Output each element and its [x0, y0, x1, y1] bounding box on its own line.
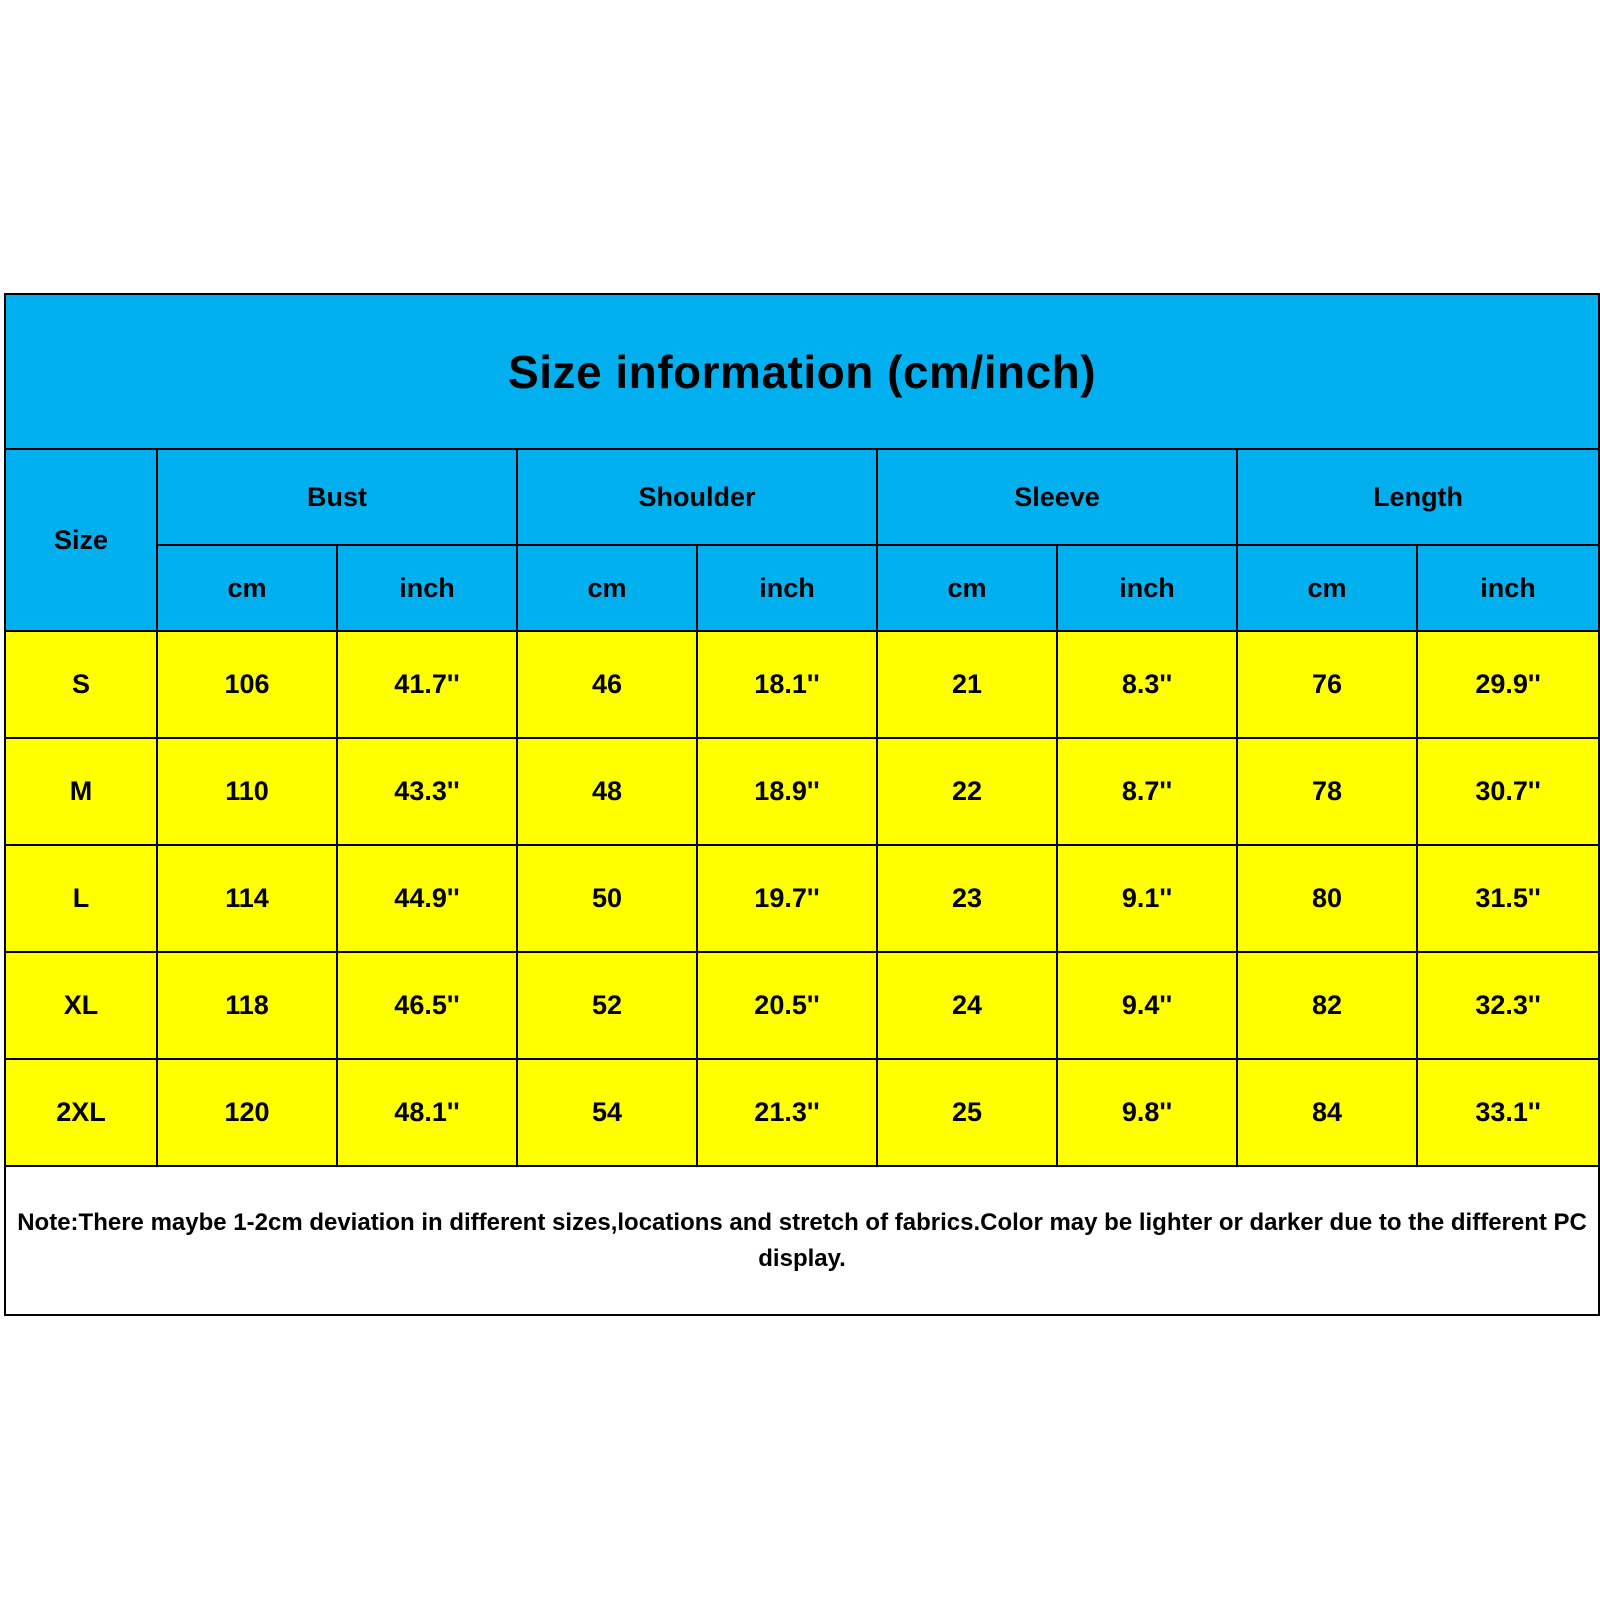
cell-sleeve-cm: 23 [877, 845, 1057, 952]
cell-length-cm: 80 [1237, 845, 1417, 952]
table-row [5, 1059, 1599, 1166]
table-row [5, 845, 1599, 952]
cell-shoulder-inch: 18.1'' [697, 631, 877, 738]
cell-sleeve-cm: 25 [877, 1059, 1057, 1166]
cell-size: L [5, 845, 157, 952]
header-length-inch: inch [1417, 545, 1599, 631]
cell-shoulder-cm: 54 [517, 1059, 697, 1166]
cell-length-cm: 78 [1237, 738, 1417, 845]
size-chart [4, 293, 1598, 1316]
table-row [5, 631, 1599, 738]
cell-shoulder-cm: 46 [517, 631, 697, 738]
cell-sleeve-cm: 21 [877, 631, 1057, 738]
cell-size: 2XL [5, 1059, 157, 1166]
table-row [5, 738, 1599, 845]
cell-bust-cm: 118 [157, 952, 337, 1059]
header-length: Length [1237, 449, 1599, 545]
cell-length-inch: 30.7'' [1417, 738, 1599, 845]
header-bust-cm: cm [157, 545, 337, 631]
cell-bust-cm: 106 [157, 631, 337, 738]
cell-sleeve-inch: 8.7'' [1057, 738, 1237, 845]
cell-sleeve-inch: 9.1'' [1057, 845, 1237, 952]
cell-shoulder-inch: 20.5'' [697, 952, 877, 1059]
cell-shoulder-inch: 19.7'' [697, 845, 877, 952]
header-bust-inch: inch [337, 545, 517, 631]
header-bust: Bust [157, 449, 517, 545]
cell-size: S [5, 631, 157, 738]
cell-bust-inch: 41.7'' [337, 631, 517, 738]
cell-bust-cm: 110 [157, 738, 337, 845]
header-shoulder-inch: inch [697, 545, 877, 631]
table-row [5, 952, 1599, 1059]
cell-shoulder-inch: 18.9'' [697, 738, 877, 845]
header-size: Size [5, 449, 157, 631]
cell-length-cm: 82 [1237, 952, 1417, 1059]
header-length-cm: cm [1237, 545, 1417, 631]
cell-length-inch: 32.3'' [1417, 952, 1599, 1059]
header-shoulder: Shoulder [517, 449, 877, 545]
cell-sleeve-inch: 8.3'' [1057, 631, 1237, 738]
cell-bust-cm: 114 [157, 845, 337, 952]
cell-bust-inch: 46.5'' [337, 952, 517, 1059]
cell-size: M [5, 738, 157, 845]
header-shoulder-cm: cm [517, 545, 697, 631]
cell-bust-cm: 120 [157, 1059, 337, 1166]
note-text: Note:There maybe 1-2cm deviation in different sizes,locations and stretch of fabrics.Color may be lighter or darker due to the different PC display. [5, 1166, 1599, 1315]
cell-length-cm: 76 [1237, 631, 1417, 738]
cell-size: XL [5, 952, 157, 1059]
cell-length-inch: 31.5'' [1417, 845, 1599, 952]
page-title: Size information (cm/inch) [5, 294, 1599, 449]
cell-bust-inch: 43.3'' [337, 738, 517, 845]
cell-bust-inch: 48.1'' [337, 1059, 517, 1166]
cell-shoulder-cm: 50 [517, 845, 697, 952]
cell-shoulder-inch: 21.3'' [697, 1059, 877, 1166]
header-sleeve-cm: cm [877, 545, 1057, 631]
cell-sleeve-inch: 9.4'' [1057, 952, 1237, 1059]
header-sleeve: Sleeve [877, 449, 1237, 545]
cell-length-inch: 33.1'' [1417, 1059, 1599, 1166]
cell-sleeve-cm: 24 [877, 952, 1057, 1059]
cell-shoulder-cm: 52 [517, 952, 697, 1059]
cell-sleeve-inch: 9.8'' [1057, 1059, 1237, 1166]
cell-bust-inch: 44.9'' [337, 845, 517, 952]
size-table [4, 293, 1600, 1316]
cell-length-cm: 84 [1237, 1059, 1417, 1166]
header-sleeve-inch: inch [1057, 545, 1237, 631]
cell-length-inch: 29.9'' [1417, 631, 1599, 738]
cell-sleeve-cm: 22 [877, 738, 1057, 845]
cell-shoulder-cm: 48 [517, 738, 697, 845]
